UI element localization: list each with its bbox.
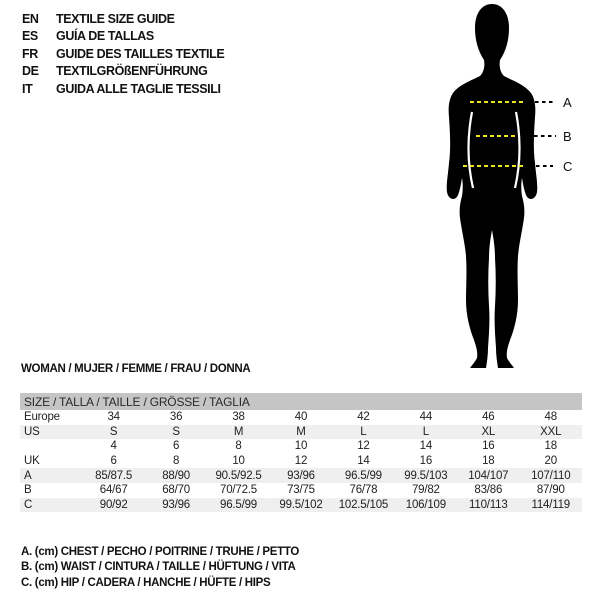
size-cell: 90/92 bbox=[99, 498, 128, 511]
row-label bbox=[20, 439, 82, 454]
marker-label-b: B bbox=[563, 129, 572, 144]
language-row bbox=[22, 81, 224, 98]
language-title: GUIDA ALLE TAGLIE TESSILI bbox=[56, 81, 221, 96]
woman-silhouette bbox=[395, 0, 595, 370]
size-cell: 8 bbox=[235, 440, 242, 453]
legend-line: C. (cm) HIP / CADERA / HANCHE / HÜFTE / HIPS bbox=[21, 576, 271, 589]
size-cell: 114/119 bbox=[531, 498, 570, 511]
size-cell: 12 bbox=[357, 440, 370, 453]
size-cell: XXL bbox=[540, 425, 562, 438]
silhouette-path bbox=[447, 4, 538, 368]
marker-label-a: A bbox=[563, 95, 572, 110]
size-cell: 68/70 bbox=[162, 484, 190, 497]
legend-line: B. (cm) WAIST / CINTURA / TAILLE / HÜFTUNG / VITA bbox=[21, 561, 296, 574]
table-row bbox=[20, 483, 582, 498]
size-cell: 36 bbox=[169, 411, 183, 424]
size-cell: 14 bbox=[419, 440, 433, 453]
size-cell: 10 bbox=[294, 440, 308, 453]
language-row bbox=[22, 11, 224, 28]
size-cell: 99.5/102 bbox=[279, 498, 323, 511]
table-header-row bbox=[20, 393, 582, 410]
size-cell: 73/75 bbox=[287, 484, 315, 497]
table-row bbox=[20, 454, 582, 469]
language-code: DE bbox=[22, 64, 39, 79]
size-cell: L bbox=[422, 425, 429, 438]
size-cell: 102.5/105 bbox=[338, 498, 389, 511]
size-cell: 79/82 bbox=[411, 484, 440, 497]
woman-figure bbox=[395, 0, 595, 370]
size-cell: 6 bbox=[110, 455, 117, 468]
language-title: GUIDE DES TAILLES TEXTILE bbox=[56, 46, 225, 61]
size-cell: 93/96 bbox=[162, 498, 190, 511]
size-cell: 16 bbox=[419, 455, 433, 468]
row-label: UK bbox=[24, 455, 40, 468]
size-cell: S bbox=[109, 425, 118, 438]
size-cell: 16 bbox=[482, 440, 495, 453]
size-cell: 85/87.5 bbox=[95, 469, 133, 482]
section-title: WOMAN / MUJER / FEMME / FRAU / DONNA bbox=[21, 363, 251, 375]
size-cell: 110/113 bbox=[469, 498, 508, 511]
legend-line: A. (cm) CHEST / PECHO / POITRINE / TRUHE / PETTO bbox=[21, 546, 300, 558]
size-cell: 12 bbox=[294, 455, 308, 468]
size-cell: 107/110 bbox=[531, 469, 571, 482]
size-cell: 20 bbox=[544, 455, 557, 468]
size-cell: 6 bbox=[172, 440, 180, 453]
table-row bbox=[20, 439, 582, 454]
marker-label-c: C bbox=[563, 159, 573, 174]
language-list bbox=[22, 11, 224, 98]
size-cell: 42 bbox=[357, 411, 370, 424]
language-code: EN bbox=[22, 12, 39, 26]
size-cell: S bbox=[172, 425, 180, 438]
language-code: IT bbox=[22, 81, 33, 96]
row-label: C bbox=[24, 498, 33, 511]
size-cell: 64/67 bbox=[99, 484, 128, 497]
size-cell: 104/107 bbox=[468, 469, 509, 482]
size-table-body bbox=[20, 393, 582, 512]
size-cell: 90.5/92.5 bbox=[215, 469, 262, 482]
row-label: A bbox=[24, 469, 32, 482]
language-row bbox=[22, 63, 224, 80]
table-row bbox=[20, 425, 582, 440]
size-cell: 87/90 bbox=[536, 484, 565, 497]
size-cell: 99.5/103 bbox=[404, 469, 448, 482]
size-cell: 93/96 bbox=[287, 469, 315, 482]
row-label: B bbox=[24, 484, 32, 497]
size-cell: 40 bbox=[294, 411, 308, 424]
size-cell: 106/109 bbox=[405, 498, 446, 511]
row-label: Europe bbox=[24, 411, 60, 424]
table-header-label: SIZE / TALLA / TAILLE / GRÖSSE / TAGLIA bbox=[24, 394, 250, 409]
language-title: TEXTILE SIZE GUIDE bbox=[56, 12, 175, 26]
size-cell: M bbox=[296, 425, 306, 438]
size-cell: 96.5/99 bbox=[344, 469, 382, 482]
size-cell: 34 bbox=[107, 411, 120, 424]
size-cell: 48 bbox=[544, 411, 557, 424]
measurement-legend bbox=[21, 545, 299, 591]
language-code: FR bbox=[22, 46, 38, 61]
table-row bbox=[20, 468, 582, 483]
size-cell: 14 bbox=[357, 455, 370, 468]
table-row bbox=[20, 410, 582, 425]
size-cell: 18 bbox=[544, 440, 557, 453]
size-cell: 4 bbox=[110, 440, 117, 453]
size-cell: L bbox=[360, 425, 367, 438]
language-row bbox=[22, 28, 224, 45]
table-row bbox=[20, 498, 582, 513]
size-cell: XL bbox=[481, 425, 496, 438]
size-cell: 96.5/99 bbox=[220, 498, 258, 511]
size-cell: 10 bbox=[232, 455, 245, 468]
language-code: ES bbox=[22, 29, 38, 44]
size-table bbox=[20, 393, 582, 512]
row-label: US bbox=[24, 425, 40, 438]
language-title: TEXTILGRÖßENFÜHRUNG bbox=[56, 64, 208, 79]
size-cell: 76/78 bbox=[349, 484, 378, 497]
language-row bbox=[22, 46, 224, 63]
size-cell: 18 bbox=[482, 455, 495, 468]
size-cell: 46 bbox=[482, 411, 495, 424]
size-cell: 44 bbox=[419, 411, 433, 424]
size-cell: 8 bbox=[172, 455, 180, 468]
language-title: GUÍA DE TALLAS bbox=[56, 29, 154, 44]
size-cell: 38 bbox=[232, 411, 245, 424]
size-cell: 88/90 bbox=[162, 469, 190, 482]
size-cell: 70/72.5 bbox=[220, 484, 258, 497]
size-cell: 83/86 bbox=[474, 484, 503, 497]
size-cell: M bbox=[233, 425, 244, 438]
